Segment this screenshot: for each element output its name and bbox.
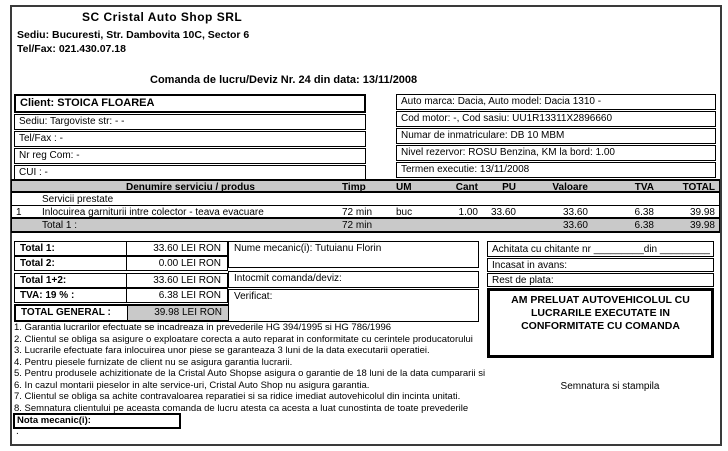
- advance-box: Incasat in avans:: [487, 258, 714, 272]
- row-nr: 1: [16, 207, 22, 218]
- total12-row: [14, 273, 228, 288]
- client-info-box: [14, 94, 366, 182]
- mechanic-name-box: Nume mecanic(i): Tutuianu Florin: [228, 241, 479, 268]
- document-title: Comanda de lucru/Deviz Nr. 24 din data: 13/11/2008: [150, 74, 418, 86]
- subtotal-row: [12, 219, 719, 233]
- verified-by-box: Verificat:: [228, 289, 479, 322]
- tva-row: [14, 288, 228, 303]
- vehicle-plate-row: Numar de inmatriculare: DB 10 MBM: [396, 128, 716, 144]
- note-3: 3. Lucrarile efectuate fara inlocuirea unor piese se garanteaza 3 luni de la data executarii operatiei.: [14, 345, 430, 356]
- tva-value: 6.38 LEI RON: [126, 289, 227, 302]
- client-address-row: Sediu: Targoviste str: - -: [14, 114, 366, 130]
- receipt-line-box: Achitata cu chitante nr _________din _________: [487, 241, 714, 257]
- header-pu: PU: [502, 182, 516, 193]
- client-telfax-row: Tel/Fax : -: [14, 131, 366, 147]
- subtotal-tva: 6.38: [634, 220, 654, 231]
- subtotal-valoare: 33.60: [562, 220, 588, 231]
- note-1: 1. Garantia lucrarilor efectuate se incadreaza in prevederile HG 394/1995 si HG 786/1996: [14, 322, 392, 333]
- header-um: UM: [396, 182, 412, 193]
- header-total: TOTAL: [682, 182, 715, 193]
- client-cui-row: CUI : -: [14, 165, 366, 181]
- header-valoare: Valoare: [552, 182, 588, 193]
- client-name-row: Client: STOICA FLOAREA: [14, 94, 366, 113]
- subtotal-total: 39.98: [689, 220, 715, 231]
- header-denumire: Denumire serviciu / produs: [126, 182, 255, 193]
- total-general-row: [14, 304, 230, 322]
- total12-label: Total 1+2:: [20, 275, 67, 286]
- company-telfax: Tel/Fax: 021.430.07.18: [17, 43, 126, 55]
- company-name: SC Cristal Auto Shop SRL: [82, 10, 243, 24]
- total1-row: [14, 241, 228, 256]
- footer-dot: .: [16, 426, 19, 437]
- header-tva: TVA: [634, 182, 654, 193]
- note-2: 2. Clientul se obliga sa asigure o exploatare corecta a auto reparat in conformitate cu cerintele producatorului: [14, 333, 473, 345]
- row-um: buc: [396, 207, 413, 218]
- total2-row: [14, 256, 228, 271]
- row-tva: 6.38: [634, 207, 654, 218]
- note-8: 8. Semnatura clientului pe aceasta comanda de lucru atesta ca acesta a luat cunostinta de toate prevederile: [14, 402, 469, 414]
- total1-label: Total 1:: [20, 243, 55, 254]
- row-total: 39.98: [689, 207, 715, 218]
- row-timp: 72 min: [342, 207, 373, 218]
- note-7: 7. Clientul se obliga sa achite contravaloarea reparatiei si sa ridice imediat autovehicolul din incinta unitati.: [14, 391, 461, 402]
- row-valoare: 33.60: [562, 207, 588, 218]
- company-address: Sediu: Bucuresti, Str. Dambovita 10C, Sector 6: [17, 29, 250, 41]
- pickup-statement-box: AM PRELUAT AUTOVEHICOLUL CU LUCRARILE EXECUTATE IN CONFORMITATE CU COMANDA: [487, 288, 714, 358]
- services-section-label: Servicii prestate: [42, 194, 114, 205]
- total2-label: Total 2:: [20, 258, 55, 269]
- client-regcom-row: Nr reg Com: -: [14, 148, 366, 164]
- total-general-label: TOTAL GENERAL :: [21, 307, 111, 318]
- signature-label: Semnatura si stampila: [560, 381, 660, 392]
- vehicle-engine-row: Cod motor: -, Cod sasiu: UU1R13311X2896660: [396, 111, 716, 127]
- terms-notes: [14, 322, 714, 414]
- row-denumire: Inlocuirea garniturii intre colector - teava evacuare: [42, 207, 264, 218]
- header-cant: Cant: [455, 182, 478, 193]
- balance-box: Rest de plata:: [487, 273, 714, 287]
- subtotal-timp: 72 min: [342, 220, 373, 231]
- total1-value: 33.60 LEI RON: [126, 242, 227, 255]
- note-6: 6. In cazul montarii pieselor in alte service-uri, Cristal Auto Shop nu asigura garantia.: [14, 379, 370, 391]
- row-cant: 1.00: [458, 207, 478, 218]
- table-row: [12, 206, 719, 219]
- mechanic-note-box: Nota mecanic(i):: [13, 413, 181, 429]
- total12-value: 33.60 LEI RON: [126, 274, 227, 287]
- header-timp: Timp: [342, 182, 366, 193]
- subtotal-label: Total 1 :: [42, 220, 78, 231]
- vehicle-make-row: Auto marca: Dacia, Auto model: Dacia 1310 -: [396, 94, 716, 110]
- total2-value: 0.00 LEI RON: [126, 257, 227, 270]
- vehicle-info-box: [396, 94, 716, 179]
- tva-label: TVA: 19 % :: [20, 290, 75, 301]
- vehicle-deadline-row: Termen executie: 13/11/2008: [396, 162, 716, 178]
- prepared-by-box: Intocmit comanda/deviz:: [228, 271, 479, 288]
- total-general-value: 39.98 LEI RON: [127, 306, 228, 320]
- vehicle-fuel-row: Nivel rezervor: ROSU Benzina, KM la bord: 1.00: [396, 145, 716, 161]
- services-table: [11, 179, 720, 233]
- note-4: 4. Pentru piesele furnizate de client nu se asigura garantia lucrarii.: [14, 356, 293, 368]
- services-table-header: [12, 179, 719, 193]
- note-5: 5. Pentru produsele achizitionate de la Cristal Auto Shopse asigura o garantie de 18 luni de la data cumpararii si: [14, 368, 486, 379]
- row-pu: 33.60: [490, 207, 516, 218]
